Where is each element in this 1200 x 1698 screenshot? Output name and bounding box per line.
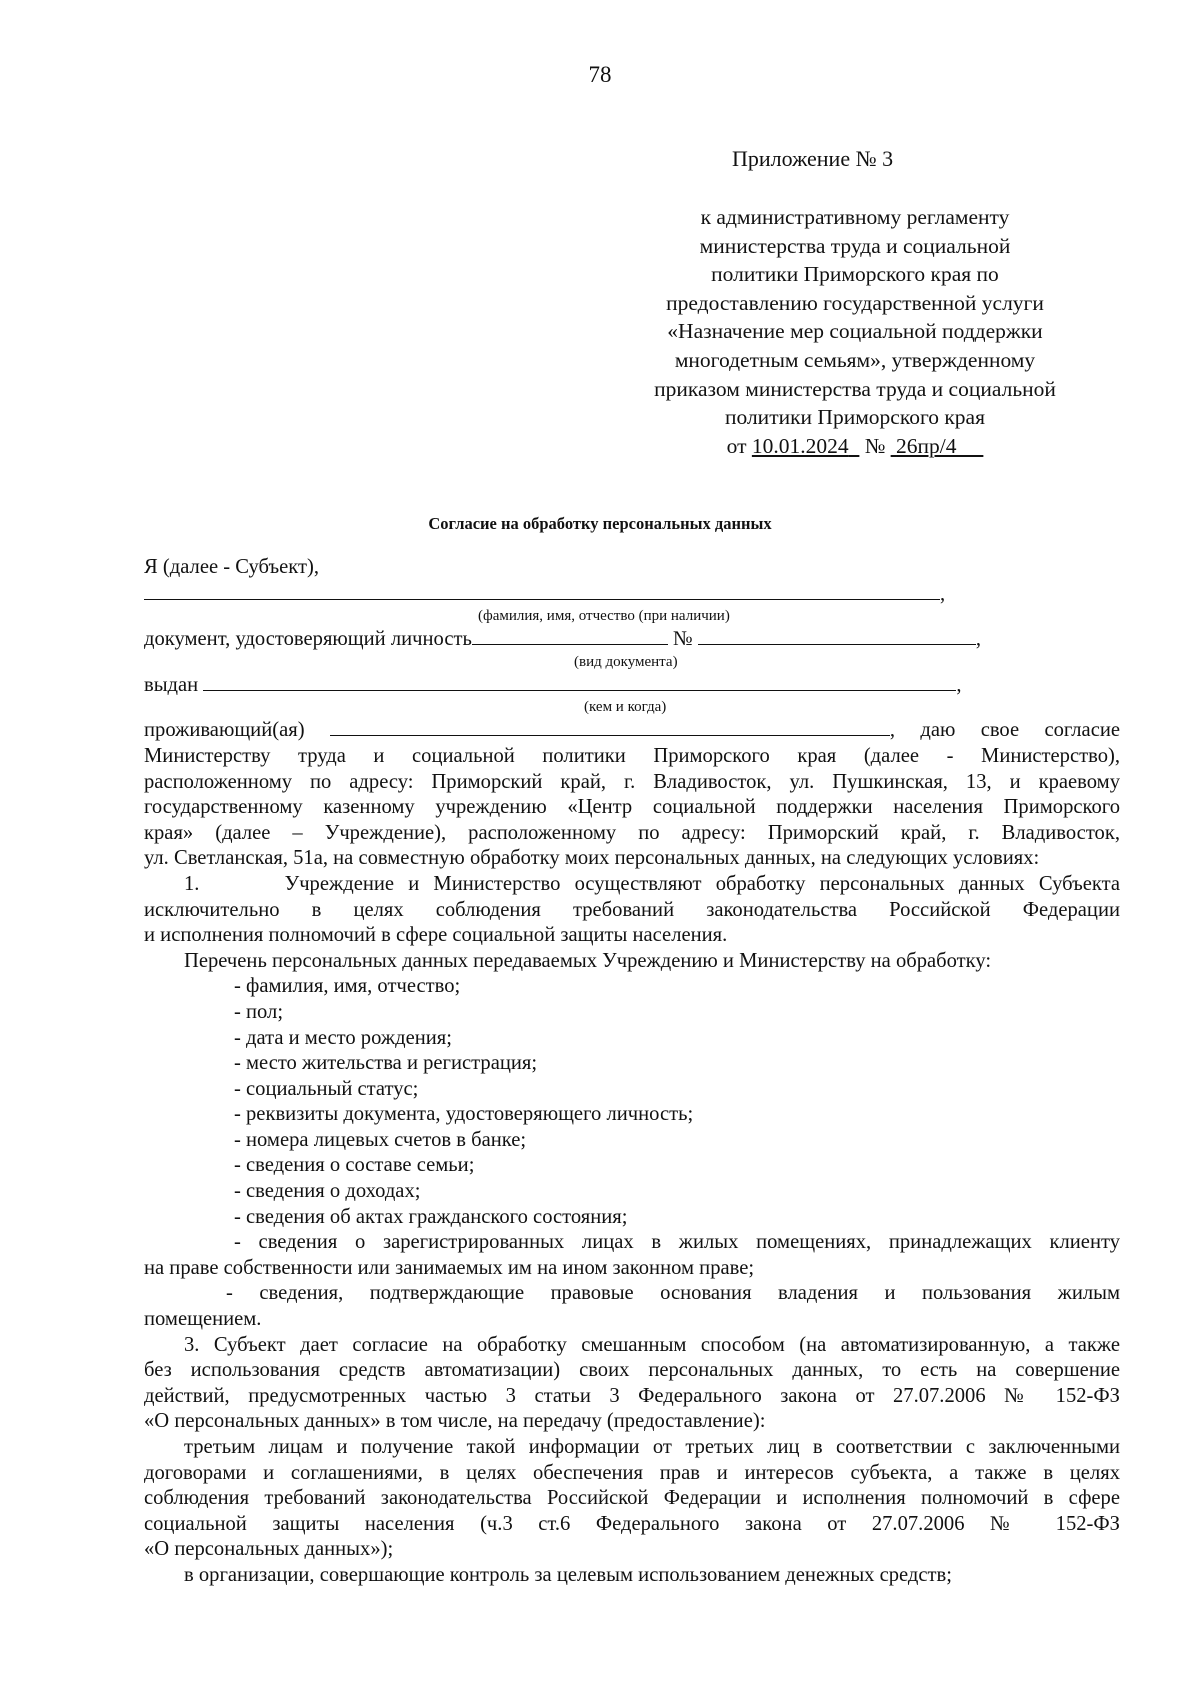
third-parties-line: соблюдения требований законодательства Российской Федерации и исполнения полномочий в сфере bbox=[144, 1487, 1120, 1510]
approval-number: 26пр/4 bbox=[896, 433, 957, 458]
document-title: Согласие на обработку персональных данных bbox=[428, 514, 772, 533]
item-3-line: «О персональных данных» в том числе, на передачу (предоставление): bbox=[144, 1410, 766, 1433]
item-3-line: 3. Субъект дает согласие на обработку смешанным способом (на автоматизированную, а также bbox=[184, 1333, 1120, 1356]
subject-line: Я (далее - Субъект), bbox=[144, 556, 319, 578]
list-item: - сведения об актах гражданского состояния; bbox=[234, 1205, 628, 1228]
main-paragraph-line: государственному казенному учреждению «Центр социальной поддержки населения Приморского bbox=[144, 796, 1120, 819]
third-parties-line: «О персональных данных»); bbox=[144, 1538, 394, 1561]
list-item: - социальный статус; bbox=[234, 1077, 419, 1100]
page-number: 78 bbox=[588, 62, 612, 87]
list-item: - место жительства и регистрация; bbox=[234, 1052, 538, 1075]
list-item: - номера лицевых счетов в банке; bbox=[234, 1128, 527, 1151]
approval-block bbox=[620, 203, 1090, 460]
appendix-title: Приложение № 3 bbox=[732, 146, 894, 171]
approval-line: политики Приморского края bbox=[724, 405, 985, 430]
main-paragraph-line: края» (далее – Учреждение), расположенному по адресу: Приморский край, г. Владивосток, bbox=[144, 821, 1120, 844]
list-item: - сведения о составе семьи; bbox=[234, 1154, 475, 1177]
list-item-long: на праве собственности или занимаемых им на ином законном праве; bbox=[144, 1256, 755, 1279]
approval-line: «Назначение мер социальной поддержки bbox=[667, 319, 1043, 344]
list-item: - пол; bbox=[234, 1000, 284, 1023]
main-paragraph-line: Министерству труда и социальной политики Приморского края (далее - Министерство), bbox=[144, 744, 1120, 767]
fio-row: , bbox=[144, 581, 1120, 608]
number-sign: № bbox=[864, 433, 886, 458]
approval-line: приказом министерства труда и социальной bbox=[654, 376, 1056, 401]
doc-type-blank[interactable] bbox=[472, 626, 668, 645]
organizations-line: в организации, совершающие контроль за целевым использованием денежных средств; bbox=[184, 1563, 952, 1586]
doc-type-caption: (вид документа) bbox=[574, 653, 678, 670]
item-1-line: и исполнения полномочий в сфере социальной защиты населения. bbox=[144, 924, 728, 947]
list-item: - фамилия, имя, отчество; bbox=[234, 975, 461, 998]
item-3-line: действий, предусмотренных частью 3 статьи 3 Федерального закона от 27.07.2006 № 152-ФЗ bbox=[144, 1384, 1120, 1407]
list-intro: Перечень персональных данных передаваемых Учреждению и Министерству на обработку: bbox=[184, 949, 992, 972]
document-body bbox=[144, 555, 1120, 1589]
approval-date: 10.01.2024 bbox=[751, 433, 849, 458]
approval-date-line bbox=[620, 432, 1090, 461]
list-item-long: - сведения, подтверждающие правовые основания владения и пользования жилым bbox=[226, 1282, 1120, 1305]
approval-line: предоставлению государственной услуги bbox=[666, 290, 1044, 315]
approval-line: многодетным семьям», утвержденному bbox=[674, 347, 1036, 372]
approval-line: министерства труда и социальной bbox=[699, 233, 1011, 258]
issued-caption: (кем и когда) bbox=[584, 699, 667, 716]
id-doc-row: документ, удостоверяющий личность № , bbox=[144, 628, 981, 651]
doc-number-blank[interactable] bbox=[698, 626, 976, 645]
approval-line: к административному регламенту bbox=[700, 205, 1010, 229]
list-item: - сведения о доходах; bbox=[234, 1180, 421, 1203]
issued-row: выдан , bbox=[144, 673, 962, 696]
list-item: - реквизиты документа, удостоверяющего личность; bbox=[234, 1103, 694, 1126]
fio-caption: (фамилия, имя, отчество (при наличии) bbox=[478, 608, 730, 625]
date-prefix: от bbox=[726, 433, 747, 458]
item-1-line: исключительно в целях соблюдения требований законодательства Российской Федерации bbox=[144, 898, 1120, 921]
issued-blank[interactable] bbox=[203, 672, 956, 691]
list-item: - дата и место рождения; bbox=[234, 1026, 452, 1049]
main-paragraph-line: ул. Светланская, 51а, на совместную обработку моих персональных данных, на следующих условиях: bbox=[144, 847, 1040, 870]
main-paragraph-line: расположенному по адресу: Приморский край, г. Владивосток, ул. Пушкинская, 13, и краевому bbox=[144, 770, 1120, 793]
third-parties-line: социальной защиты населения (ч.3 ст.6 Федерального закона от 27.07.2006 № 152-ФЗ bbox=[144, 1512, 1120, 1535]
living-row: проживающий(ая) , даю свое согласие bbox=[144, 719, 1120, 742]
approval-line: политики Приморского края по bbox=[711, 262, 999, 287]
third-parties-line: третьим лицам и получение такой информации от третьих лиц в соответствии с заключенными bbox=[184, 1436, 1120, 1458]
item-3-line: без использования средств автоматизации) своих персональных данных, то есть на совершение bbox=[144, 1359, 1120, 1382]
list-item-long: - сведения о зарегистрированных лицах в жилых помещениях, принадлежащих клиенту bbox=[234, 1231, 1120, 1254]
fio-blank[interactable] bbox=[144, 581, 940, 600]
address-blank[interactable] bbox=[330, 717, 890, 736]
list-item-long: помещением. bbox=[144, 1308, 262, 1331]
item-1-line: 1. Учреждение и Министерство осуществляют обработку персональных данных Субъекта bbox=[184, 872, 1120, 895]
third-parties-line: договорами и соглашениями, в целях обеспечения прав и интересов субъекта, а также в целях bbox=[144, 1461, 1120, 1484]
